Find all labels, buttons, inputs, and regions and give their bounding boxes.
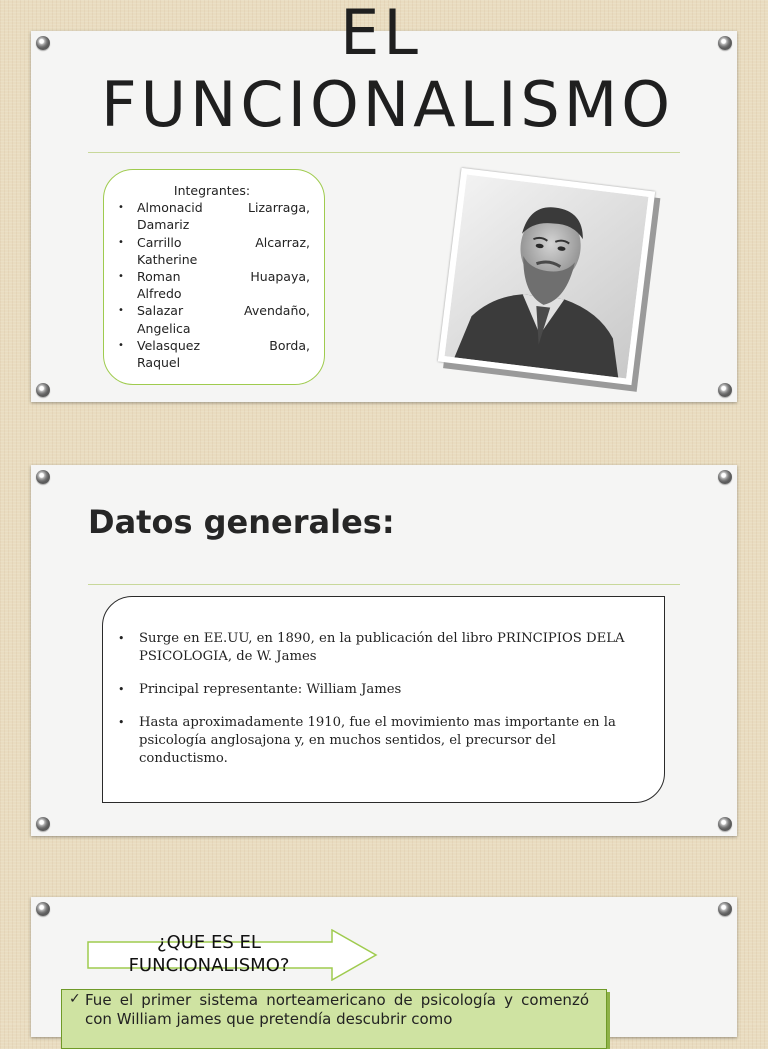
screw-icon (36, 902, 50, 916)
member-name-part: Huapaya, (250, 269, 310, 285)
member-name-part: Damariz (137, 217, 190, 233)
member-name-part: Katherine (137, 251, 198, 267)
member-name-part: • Almonacid (137, 200, 203, 216)
member-name-part: Alfredo (137, 286, 182, 302)
arrow-label: ¿QUE ES EL FUNCIONALISMO? (128, 932, 290, 976)
slide-title: EL FUNCIONALISMO (101, 0, 675, 141)
members-list (114, 199, 310, 371)
definition-box (61, 989, 607, 1049)
list-item: • Hasta aproximadamente 1910, fue el movimiento mas importante en la psicología anglosajona y, en muchos sentidos, el precursor del conductismo. (117, 714, 642, 768)
slide-heading: Datos generales: (88, 503, 395, 541)
members-heading: Integrantes: (173, 183, 251, 198)
member-name-part: • Velasquez (137, 337, 201, 353)
member-name-part: Angelica (137, 320, 191, 336)
general-data-slide (31, 465, 737, 836)
member-name-part: Raquel (137, 355, 181, 371)
list-item: • Principal representante: William James (117, 681, 642, 699)
list-item (114, 337, 310, 371)
portrait-photo-frame (438, 168, 655, 385)
definition-slide (31, 897, 737, 1037)
screw-icon (718, 902, 732, 916)
member-name-part: Lizarraga, (248, 200, 310, 216)
member-name-part: Alcarraz, (255, 234, 310, 250)
screw-icon (718, 383, 732, 397)
divider (88, 152, 680, 153)
list-item (114, 234, 310, 268)
portrait-photo (445, 175, 649, 379)
screw-icon (718, 470, 732, 484)
list-item (114, 302, 310, 336)
screw-icon (36, 817, 50, 831)
members-box (103, 169, 325, 385)
member-name-part: Borda, (269, 337, 310, 353)
member-name-part: Avendaño, (244, 303, 310, 319)
info-box (102, 596, 665, 803)
list-item (114, 199, 310, 233)
screw-icon (36, 36, 50, 50)
screw-icon (718, 36, 732, 50)
checkmark-icon: ✓ (69, 991, 81, 1007)
screw-icon (718, 817, 732, 831)
screw-icon (36, 470, 50, 484)
member-name-part: • Roman (137, 269, 181, 285)
title-slide (31, 0, 737, 402)
info-list (117, 630, 642, 768)
list-item: • Surge en EE.UU, en 1890, en la publicación del libro PRINCIPIOS DELA PSICOLOGIA, de W. James (117, 630, 642, 666)
member-name-part: • Salazar (137, 303, 184, 319)
definition-text: Fue el primer sistema norteamericano de psicología y comenzó con William james que pretendía descubrir como (85, 991, 589, 1028)
divider (88, 584, 680, 585)
member-name-part: • Carrillo (137, 234, 182, 250)
list-item (114, 268, 310, 302)
screw-icon (36, 383, 50, 397)
